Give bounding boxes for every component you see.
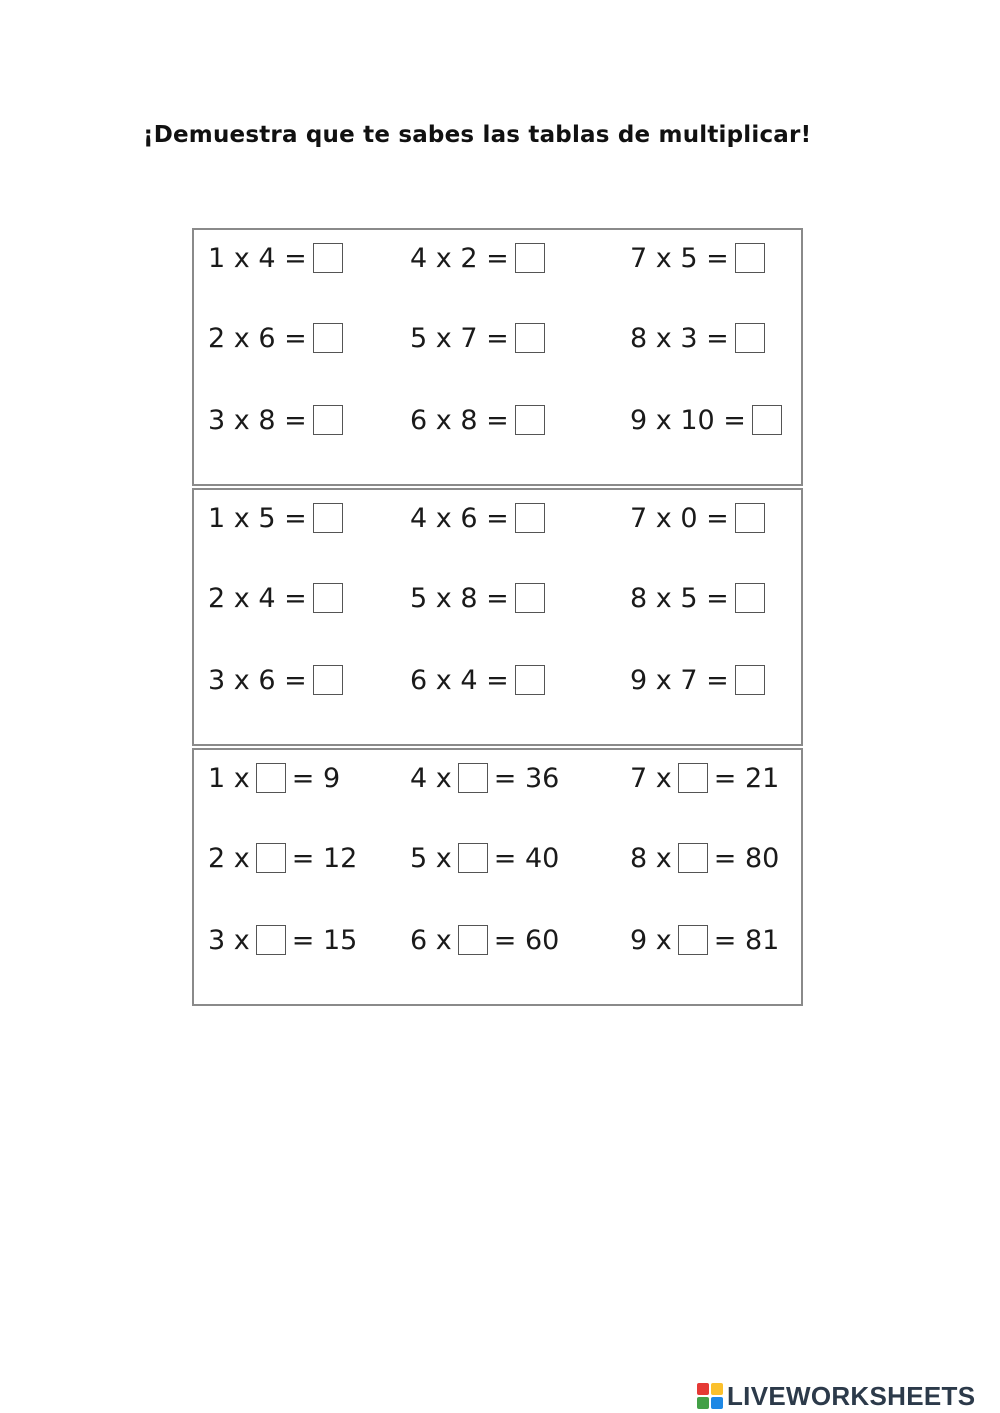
answer-box[interactable]	[313, 583, 343, 613]
problem-expression: 3 x	[208, 924, 250, 956]
answer-box[interactable]	[458, 763, 488, 793]
exercise-block-2	[192, 488, 803, 746]
problem-expression: 4 x 6 =	[410, 502, 509, 534]
problem-expression: 8 x 3 =	[630, 322, 729, 354]
problem-expression: 8 x	[630, 842, 672, 874]
exercise-row	[194, 578, 801, 618]
problem-expression: 6 x 4 =	[410, 664, 509, 696]
multiplication-problem	[410, 238, 551, 278]
exercise-row	[194, 660, 801, 700]
problem-expression: 9 x 7 =	[630, 664, 729, 696]
exercise-row	[194, 838, 801, 878]
answer-box[interactable]	[515, 583, 545, 613]
multiplication-problem	[410, 498, 551, 538]
problem-expression: 7 x 0 =	[630, 502, 729, 534]
multiplication-problem	[208, 498, 349, 538]
answer-box[interactable]	[313, 503, 343, 533]
answer-box[interactable]	[458, 925, 488, 955]
problem-result: = 15	[291, 924, 358, 956]
problem-expression: 4 x	[410, 762, 452, 794]
multiplication-problem	[410, 660, 551, 700]
answer-box[interactable]	[515, 503, 545, 533]
exercise-block-3	[192, 748, 803, 1006]
multiplication-problem	[630, 238, 771, 278]
multiplication-problem	[630, 920, 779, 960]
problem-expression: 6 x 8 =	[410, 404, 509, 436]
exercise-row	[194, 920, 801, 960]
multiplication-problem	[630, 578, 771, 618]
answer-box[interactable]	[735, 243, 765, 273]
answer-box[interactable]	[313, 243, 343, 273]
multiplication-problem	[208, 318, 349, 358]
problem-expression: 2 x 4 =	[208, 582, 307, 614]
exercise-row	[194, 238, 801, 278]
multiplication-problem	[208, 578, 349, 618]
liveworksheets-logo-icon	[697, 1383, 723, 1409]
answer-box[interactable]	[678, 925, 708, 955]
multiplication-problem	[208, 838, 357, 878]
problem-result: = 9	[291, 762, 341, 794]
answer-box[interactable]	[515, 665, 545, 695]
problem-result: = 80	[713, 842, 780, 874]
answer-box[interactable]	[515, 243, 545, 273]
problem-expression: 8 x 5 =	[630, 582, 729, 614]
multiplication-problem	[630, 838, 779, 878]
exercise-row	[194, 758, 801, 798]
liveworksheets-logo	[697, 1379, 975, 1413]
multiplication-problem	[630, 498, 771, 538]
problem-expression: 1 x 4 =	[208, 242, 307, 274]
answer-box[interactable]	[458, 843, 488, 873]
multiplication-problem	[410, 318, 551, 358]
exercise-row	[194, 318, 801, 358]
problem-expression: 2 x	[208, 842, 250, 874]
exercise-row	[194, 498, 801, 538]
problem-expression: 9 x	[630, 924, 672, 956]
multiplication-problem	[208, 758, 340, 798]
logo-text: LIVEWORKSHEETS	[727, 1380, 976, 1411]
problem-expression: 1 x 5 =	[208, 502, 307, 534]
exercise-block-1	[192, 228, 803, 486]
problem-expression: 7 x	[630, 762, 672, 794]
problem-result: = 21	[713, 762, 780, 794]
multiplication-problem	[208, 400, 349, 440]
multiplication-problem	[630, 660, 771, 700]
answer-box[interactable]	[735, 323, 765, 353]
problem-expression: 5 x 8 =	[410, 582, 509, 614]
problem-expression: 3 x 8 =	[208, 404, 307, 436]
problem-expression: 1 x	[208, 762, 250, 794]
problem-expression: 7 x 5 =	[630, 242, 729, 274]
multiplication-problem	[630, 400, 788, 440]
multiplication-problem	[208, 920, 357, 960]
answer-box[interactable]	[752, 405, 782, 435]
problem-expression: 9 x 10 =	[630, 404, 746, 436]
answer-box[interactable]	[313, 405, 343, 435]
problem-result: = 12	[291, 842, 358, 874]
answer-box[interactable]	[313, 323, 343, 353]
multiplication-problem	[410, 758, 559, 798]
answer-box[interactable]	[515, 405, 545, 435]
multiplication-problem	[630, 758, 779, 798]
answer-box[interactable]	[515, 323, 545, 353]
problem-result: = 60	[493, 924, 560, 956]
answer-box[interactable]	[735, 503, 765, 533]
problem-expression: 3 x 6 =	[208, 664, 307, 696]
multiplication-problem	[410, 838, 559, 878]
answer-box[interactable]	[735, 583, 765, 613]
problem-expression: 6 x	[410, 924, 452, 956]
problem-expression: 2 x 6 =	[208, 322, 307, 354]
answer-box[interactable]	[735, 665, 765, 695]
problem-result: = 81	[713, 924, 780, 956]
exercise-row	[194, 400, 801, 440]
worksheet-title: ¡Demuestra que te sabes las tablas de multiplicar!	[143, 122, 812, 148]
problem-result: = 40	[493, 842, 560, 874]
multiplication-problem	[208, 238, 349, 278]
problem-expression: 4 x 2 =	[410, 242, 509, 274]
answer-box[interactable]	[256, 763, 286, 793]
problem-expression: 5 x 7 =	[410, 322, 509, 354]
multiplication-problem	[410, 400, 551, 440]
answer-box[interactable]	[256, 925, 286, 955]
multiplication-problem	[410, 920, 559, 960]
answer-box[interactable]	[313, 665, 343, 695]
multiplication-problem	[630, 318, 771, 358]
problem-result: = 36	[493, 762, 560, 794]
answer-box[interactable]	[678, 843, 708, 873]
problem-expression: 5 x	[410, 842, 452, 874]
worksheet	[192, 228, 803, 1006]
multiplication-problem	[208, 660, 349, 700]
multiplication-problem	[410, 578, 551, 618]
answer-box[interactable]	[678, 763, 708, 793]
answer-box[interactable]	[256, 843, 286, 873]
